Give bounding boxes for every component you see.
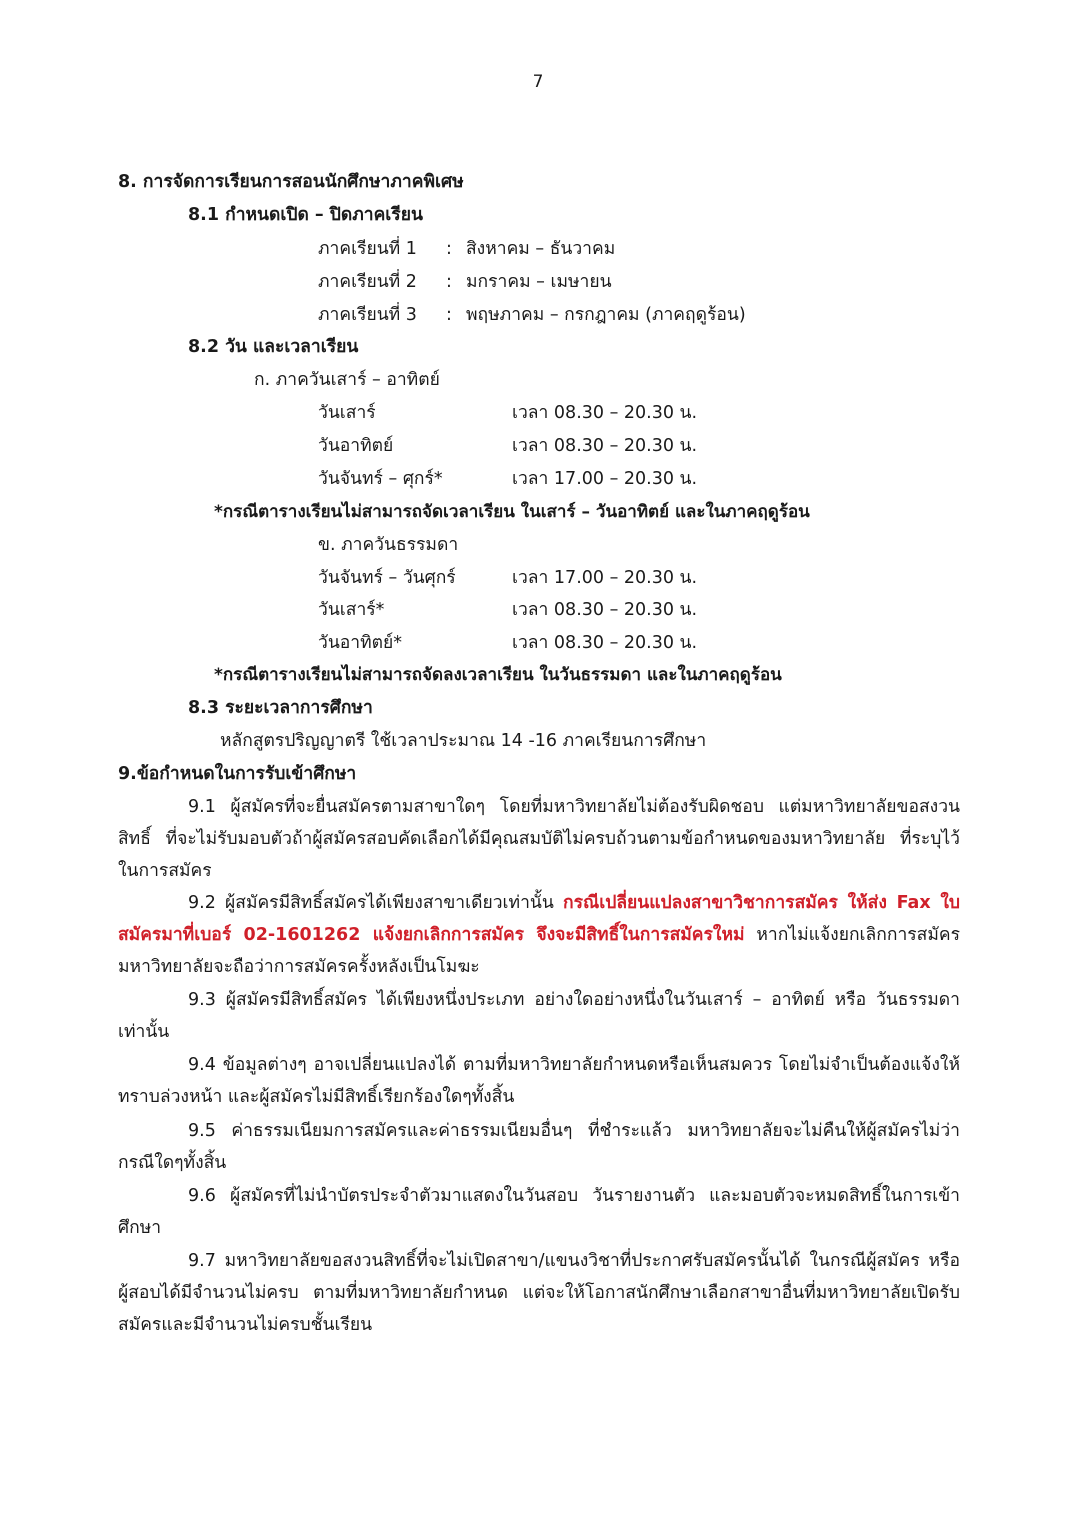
paragraph-9-2-end: หากไม่แจ้งยกเลิกการสมัคร มหาวิทยาลัยจะถือว่าการสมัครครั้งหลังเป็นโมฆะ: [118, 925, 960, 977]
schedule-time: เวลา 17.00 – 20.30 น.: [512, 568, 698, 588]
schedule-day: วันเสาร์*: [318, 600, 385, 620]
fax-change-notice: กรณีเปลี่ยนแปลงสาขาวิชาการสมัคร ให้ส่ง Fax ใบสมัครมาที่เบอร์ 02-1601262 แจ้งยกเลิกการสมัคร จึงจะมีสิทธิ์ในการสมัครใหม่: [118, 893, 961, 945]
term-separator: :: [446, 272, 452, 292]
paragraph-9-1: 9.1 ผู้สมัครที่จะยื่นสมัครตามสาขาใดๆ โดยที่มหาวิทยาลัยไม่ต้องรับผิดชอบ แต่มหาวิทยาลัยขอสงวนสิทธิ์ ที่จะไม่รับมอบตัวถ้าผู้สมัครสอบคัดเลือกได้มีคุณสมบัติไม่ครบถ้วนตามข้อกำหนดของมหาวิทยาลัย ที่ระบุไว้ในการสมัคร: [118, 797, 960, 881]
section-8-heading: 8. การจัดการเรียนการสอนนักศึกษาภาคพิเศษ: [118, 172, 464, 192]
study-duration-text: หลักสูตรปริญญาตรี ใช้เวลาประมาณ 14 -16 ภาคเรียนการศึกษา: [220, 731, 707, 751]
page-number: 7: [532, 72, 544, 92]
section-8-1-heading: 8.1 กำหนดเปิด – ปิดภาคเรียน: [188, 205, 423, 225]
weekend-program-title: ก. ภาควันเสาร์ – อาทิตย์: [254, 370, 440, 390]
term-separator: :: [446, 305, 452, 325]
paragraph-9-6: 9.6 ผู้สมัครที่ไม่นำบัตรประจำตัวมาแสดงในวันสอบ วันรายงานตัว และมอบตัวจะหมดสิทธิ์ในการเข้าศึกษา: [118, 1186, 960, 1238]
section-8-3-heading: 8.3 ระยะเวลาการศึกษา: [188, 698, 373, 718]
section-9-heading: 9.ข้อกำหนดในการรับเข้าศึกษา: [118, 764, 357, 784]
term-label: ภาคเรียนที่ 1: [318, 239, 417, 259]
term-period: สิงหาคม – ธันวาคม: [466, 239, 616, 259]
term-period: มกราคม – เมษายน: [466, 272, 612, 292]
paragraph-9-2-intro: 9.2 ผู้สมัครมีสิทธิ์สมัครได้เพียงสาขาเดียวเท่านั้น: [188, 893, 563, 913]
schedule-time: เวลา 08.30 – 20.30 น.: [512, 403, 698, 423]
weekday-note: *กรณีตารางเรียนไม่สามารถจัดลงเวลาเรียน ในวันธรรมดา และในภาคฤดูร้อน: [214, 665, 782, 685]
schedule-time: เวลา 08.30 – 20.30 น.: [512, 436, 698, 456]
paragraph-9-3: 9.3 ผู้สมัครมีสิทธิ์สมัคร ได้เพียงหนึ่งประเภท อย่างใดอย่างหนึ่งในวันเสาร์ – อาทิตย์ หรือ วันธรรมดาเท่านั้น: [118, 990, 960, 1042]
term-label: ภาคเรียนที่ 3: [318, 305, 417, 325]
schedule-day: วันอาทิตย์*: [318, 633, 403, 653]
section-8-2-heading: 8.2 วัน และเวลาเรียน: [188, 337, 359, 357]
schedule-day: วันจันทร์ – ศุกร์*: [318, 469, 443, 489]
schedule-day: วันเสาร์: [318, 403, 376, 423]
schedule-day: วันจันทร์ – วันศุกร์: [318, 568, 456, 588]
paragraph-9-5: 9.5 ค่าธรรมเนียมการสมัครและค่าธรรมเนียมอื่นๆ ที่ชำระแล้ว มหาวิทยาลัยจะไม่คืนให้ผู้สมัครไม่ว่ากรณีใดๆทั้งสิ้น: [118, 1121, 960, 1173]
term-period: พฤษภาคม – กรกฎาคม (ภาคฤดูร้อน): [466, 305, 746, 325]
weekday-program-title: ข. ภาควันธรรมดา: [318, 535, 459, 555]
schedule-day: วันอาทิตย์: [318, 436, 394, 456]
schedule-time: เวลา 08.30 – 20.30 น.: [512, 633, 698, 653]
term-separator: :: [446, 239, 452, 259]
weekend-note: *กรณีตารางเรียนไม่สามารถจัดเวลาเรียน ในเสาร์ – วันอาทิตย์ และในภาคฤดูร้อน: [214, 502, 810, 522]
term-label: ภาคเรียนที่ 2: [318, 272, 417, 292]
paragraph-9-2: [118, 887, 960, 983]
paragraph-9-4: 9.4 ข้อมูลต่างๆ อาจเปลี่ยนแปลงได้ ตามที่มหาวิทยาลัยกำหนดหรือเห็นสมควร โดยไม่จำเป็นต้องแจ้งให้ทราบล่วงหน้า และผู้สมัครไม่มีสิทธิ์เรียกร้องใดๆทั้งสิ้น: [118, 1055, 960, 1107]
schedule-time: เวลา 17.00 – 20.30 น.: [512, 469, 698, 489]
schedule-time: เวลา 08.30 – 20.30 น.: [512, 600, 698, 620]
paragraph-9-7: 9.7 มหาวิทยาลัยขอสงวนสิทธิ์ที่จะไม่เปิดสาขา/แขนงวิชาที่ประกาศรับสมัครนั้นได้ ในกรณีผู้สมัคร หรือผู้สอบได้มีจำนวนไม่ครบ ตามที่มหาวิทยาลัยกำหนด แต่จะให้โอกาสนักศึกษาเลือกสาขาอื่นที่มหาวิทยาลัยเปิดรับสมัครและมีจำนวนไม่ครบชั้นเรียน: [118, 1251, 960, 1335]
